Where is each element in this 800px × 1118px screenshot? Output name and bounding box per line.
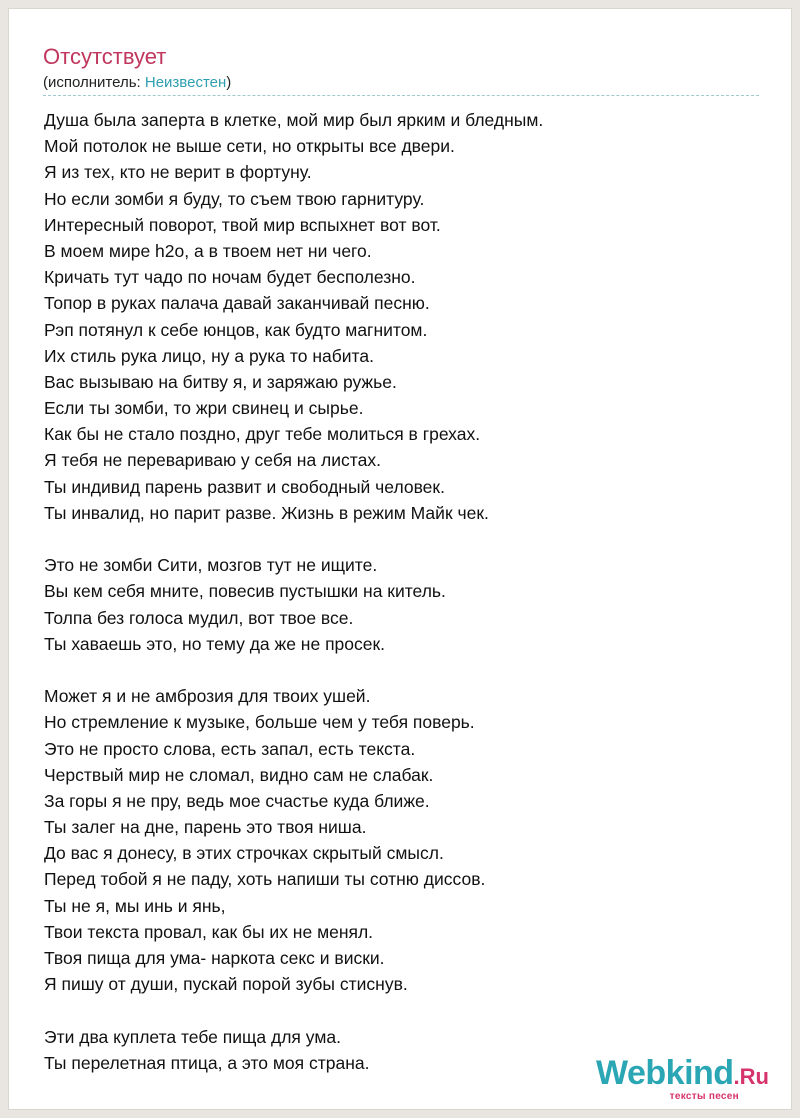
song-title: Отсутствует [43, 44, 167, 69]
lyric-line: Кричать тут чадо по ночам будет бесполезно. [44, 267, 416, 288]
lyric-line: Может я и не амброзия для твоих ушей. [44, 686, 371, 707]
lyric-line: Я пишу от души, пускай порой зубы стиснув. [44, 974, 408, 995]
lyric-line: Это не просто слова, есть запал, есть текста. [44, 738, 416, 759]
lyric-line: Твоя пища для ума- наркота секс и виски. [44, 948, 385, 968]
lyric-line: Ты не я, мы инь и янь, [44, 895, 226, 916]
lyric-line: Вы кем себя мните, повесив пустышки на китель. [44, 581, 446, 602]
lyric-line: Это не зомби Сити, мозгов тут не ищите. [44, 555, 378, 576]
dashed-divider [43, 95, 759, 96]
lyric-line: Ты инвалид, но парит разве. Жизнь в режим Майк чек. [44, 502, 489, 523]
lyrics-stanza [44, 683, 764, 997]
lyric-line: Их стиль рука лицо, ну а рука то набита. [44, 345, 374, 366]
lyric-line: Топор в руках палача давай заканчивай песню. [44, 293, 430, 314]
lyrics-page [8, 8, 792, 1110]
lyric-line: Душа была заперта в клетке, мой мир был ярким и бледным. [44, 110, 544, 130]
lyric-line: Как бы не стало поздно, друг тебе молиться в грехах. [44, 424, 481, 445]
lyric-line: Ты залег на дне, парень это твоя ниша. [44, 817, 367, 838]
lyric-line: Эти два куплета тебе пища для ума. [44, 1026, 341, 1047]
lyric-line: Интересный поворот, твой мир вспыхнет вот вот. [44, 214, 441, 235]
logo-tagline: тексты песен [669, 1091, 739, 1102]
logo-domain-suffix: .Ru [733, 1064, 769, 1089]
lyric-line: Мой потолок не выше сети, но открыты все двери. [44, 136, 455, 157]
logo-wordmark: Webkind [596, 1054, 734, 1092]
lyric-line: Вас вызываю на битву я, и заряжаю ружье. [44, 371, 397, 392]
lyric-line: До вас я донесу, в этих строчках скрытый смысл. [44, 843, 444, 864]
lyric-line: Ты индивид парень развит и свободный человек. [44, 476, 445, 497]
lyric-line: Ты перелетная птица, а это моя страна. [44, 1052, 370, 1073]
lyric-line: Черствый мир не сломал, видно сам не слабак. [44, 764, 434, 785]
lyric-line: Но стремление к музыке, больше чем у тебя поверь. [44, 712, 475, 733]
lyrics-stanza [44, 552, 764, 657]
lyric-line: Ты хаваешь это, но тему да же не просек. [44, 633, 386, 654]
webkind-logo[interactable] [596, 1054, 769, 1102]
artist-line [43, 74, 231, 91]
artist-prefix: (исполнитель: [43, 74, 145, 91]
lyric-line: В моем мире h2o, а в твоем нет ни чего. [44, 240, 372, 261]
lyric-line: Рэп потянул к себе юнцов, как будто магнитом. [44, 319, 428, 340]
lyrics-body [44, 107, 764, 1076]
artist-name-link[interactable]: Неизвестен [144, 74, 227, 91]
lyric-line: Твои текста провал, как бы их не менял. [44, 921, 374, 942]
lyric-line: Я тебя не перевариваю у себя на листах. [44, 450, 381, 471]
lyric-line: Толпа без голоса мудил, вот твое все. [44, 607, 354, 628]
artist-suffix: ) [226, 74, 232, 91]
lyric-line: Если ты зомби, то жри свинец и сырье. [44, 398, 364, 419]
lyric-line: За горы я не пру, ведь мое счастье куда ближе. [44, 790, 430, 811]
lyric-line: Я из тех, кто не верит в фортуну. [44, 162, 312, 183]
lyric-line: Перед тобой я не паду, хоть напиши ты сотню диссов. [44, 869, 486, 890]
lyric-line: Но если зомби я буду, то съем твою гарнитуру. [44, 188, 425, 209]
lyrics-stanza [44, 107, 764, 526]
